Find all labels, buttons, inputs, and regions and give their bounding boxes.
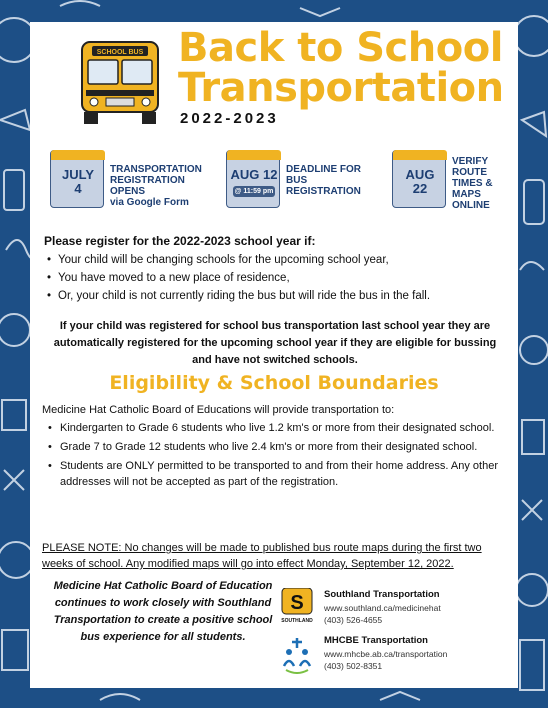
date-label-line: DEADLINE FOR <box>286 164 361 175</box>
mission-statement: Medicine Hat Catholic Board of Education continues to work closely with Southland Transportation to create a positive school bus experience for all students. <box>53 580 273 643</box>
calendar-icon <box>392 150 446 208</box>
date-label-line: MAPS <box>452 189 481 200</box>
registration-list <box>44 251 506 305</box>
date-label-line: ROUTE <box>452 167 487 178</box>
southland-logo-icon <box>280 588 314 628</box>
school-year: 2022-2023 <box>180 110 279 127</box>
southland-logo-text: SOUTHLAND <box>281 618 313 624</box>
contact-name: MHCBE Transportation <box>324 635 428 646</box>
calendar-month: AUG 12 <box>230 167 278 182</box>
contact-phone: (403) 526-4655 <box>324 615 383 625</box>
eligibility-section <box>42 402 508 493</box>
date-label-line: REGISTRATION <box>110 175 185 186</box>
date-label-via: via Google Form <box>110 197 189 208</box>
key-dates <box>30 150 518 220</box>
registration-heading: Please register for the 2022-2023 school year if: <box>44 234 316 248</box>
contact-url[interactable]: www.southland.ca/medicinehat <box>324 603 441 613</box>
registration-section <box>44 234 506 305</box>
calendar-time: @ 11:59 pm <box>234 188 274 195</box>
date-label-line: VERIFY <box>452 156 489 167</box>
list-item: • Kindergarten to Grade 6 students who live 1.2 km's or more from their designated school. <box>42 420 508 436</box>
calendar-month: JULY <box>61 167 95 182</box>
date-label-line: ONLINE <box>452 200 490 211</box>
date-verify-routes <box>392 150 512 216</box>
contact-name: Southland Transportation <box>324 589 440 600</box>
date-label-line: TRANSPORTATION <box>110 164 202 175</box>
svg-text:S: S <box>290 592 304 614</box>
flyer-sheet <box>30 22 518 688</box>
date-label-line: BUS <box>286 175 308 186</box>
calendar-month: AUG <box>405 167 435 182</box>
school-bus-icon <box>78 36 162 128</box>
bus-sign-text: SCHOOL BUS <box>96 49 144 56</box>
calendar-icon <box>50 150 104 208</box>
calendar-icon <box>226 150 280 208</box>
eligibility-title: Eligibility & School Boundaries <box>109 372 439 394</box>
calendar-day: 4 <box>74 181 82 196</box>
title-line-2: Transportation <box>178 65 504 111</box>
please-note: PLEASE NOTE: No changes will be made to published bus route maps during the first two weeks of school. Any modified maps will go into effect Monday, September 12, 2022. <box>42 542 482 570</box>
page-title <box>178 25 518 111</box>
mhcbe-logo-icon <box>280 634 314 674</box>
date-deadline <box>226 150 376 216</box>
date-label-line: OPENS <box>110 186 146 197</box>
contact-url[interactable]: www.mhcbe.ab.ca/transportation <box>324 649 448 659</box>
auto-registration-note: If your child was registered for school bus transportation last school year they are automatically registered for the upcoming school year if they are eligible for bussing and have not switched schools. <box>53 320 497 366</box>
calendar-day: 22 <box>412 181 428 196</box>
date-label-line: TIMES & <box>452 178 493 189</box>
list-item: • Grade 7 to Grade 12 students who live 2.4 km's or more from their designated school. <box>42 439 508 455</box>
list-item: • You have moved to a new place of residence, <box>44 269 506 287</box>
title-line-1: Back to School <box>178 25 503 71</box>
list-item: • Students are ONLY permitted to be transported to and from their home address. Any other addresses will not be accepted as part of the registration. <box>42 458 508 490</box>
contact-phone: (403) 502-8351 <box>324 661 383 671</box>
eligibility-list <box>42 420 508 490</box>
eligibility-intro: Medicine Hat Catholic Board of Educations will provide transportation to: <box>42 404 395 416</box>
list-item: • Your child will be changing schools for the upcoming school year, <box>44 251 506 269</box>
date-registration-opens <box>50 150 210 216</box>
date-label-line: REGISTRATION <box>286 186 361 197</box>
list-item: • Or, your child is not currently riding the bus but will ride the bus in the fall. <box>44 287 506 305</box>
